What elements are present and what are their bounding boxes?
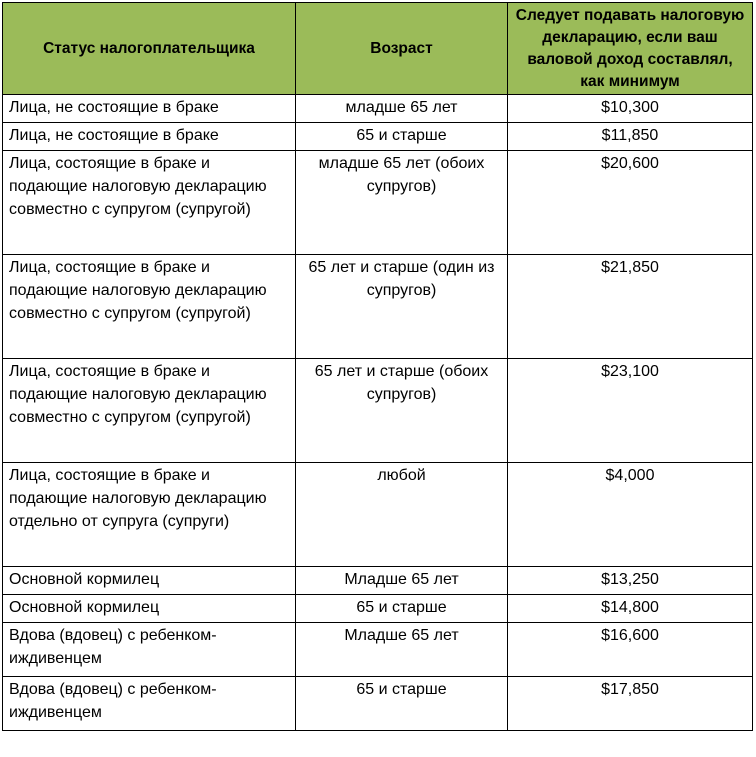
table-row bbox=[3, 95, 753, 123]
table-row bbox=[3, 463, 753, 567]
cell-age: 65 и старше bbox=[296, 677, 508, 731]
cell-status: Лица, состоящие в браке и подающие налоговую декларацию совместно с супругом (супругой) bbox=[3, 359, 296, 463]
header-taxpayer-status: Статус налогоплательщика bbox=[3, 3, 296, 95]
cell-income: $11,850 bbox=[508, 123, 753, 151]
cell-status: Лица, не состоящие в браке bbox=[3, 95, 296, 123]
table-row bbox=[3, 595, 753, 623]
table-row bbox=[3, 151, 753, 255]
table-row bbox=[3, 123, 753, 151]
cell-income: $13,250 bbox=[508, 567, 753, 595]
cell-status: Лица, состоящие в браке и подающие налоговую декларацию совместно с супругом (супругой) bbox=[3, 255, 296, 359]
cell-status: Лица, состоящие в браке и подающие налоговую декларацию отдельно от супруга (супруги) bbox=[3, 463, 296, 567]
table-row bbox=[3, 623, 753, 677]
cell-income: $17,850 bbox=[508, 677, 753, 731]
cell-income: $23,100 bbox=[508, 359, 753, 463]
cell-status: Основной кормилец bbox=[3, 567, 296, 595]
header-age: Возраст bbox=[296, 3, 508, 95]
table-header-row bbox=[3, 3, 753, 95]
header-minimum-income: Следует подавать налоговую декларацию, если ваш валовой доход составлял, как минимум bbox=[508, 3, 753, 95]
cell-status: Основной кормилец bbox=[3, 595, 296, 623]
cell-status: Вдова (вдовец) с ребенком-иждивенцем bbox=[3, 623, 296, 677]
table-row bbox=[3, 255, 753, 359]
cell-status: Вдова (вдовец) с ребенком-иждивенцем bbox=[3, 677, 296, 731]
cell-age: Младше 65 лет bbox=[296, 623, 508, 677]
cell-income: $21,850 bbox=[508, 255, 753, 359]
cell-income: $4,000 bbox=[508, 463, 753, 567]
cell-age: 65 лет и старше (обоих супругов) bbox=[296, 359, 508, 463]
cell-income: $10,300 bbox=[508, 95, 753, 123]
cell-age: 65 и старше bbox=[296, 595, 508, 623]
tax-filing-threshold-table bbox=[2, 2, 753, 731]
table-row bbox=[3, 567, 753, 595]
cell-age: младше 65 лет bbox=[296, 95, 508, 123]
cell-status: Лица, состоящие в браке и подающие налоговую декларацию совместно с супругом (супругой) bbox=[3, 151, 296, 255]
cell-income: $20,600 bbox=[508, 151, 753, 255]
cell-age: младше 65 лет (обоих супругов) bbox=[296, 151, 508, 255]
cell-income: $14,800 bbox=[508, 595, 753, 623]
table-row bbox=[3, 677, 753, 731]
cell-age: любой bbox=[296, 463, 508, 567]
cell-age: Младше 65 лет bbox=[296, 567, 508, 595]
table-row bbox=[3, 359, 753, 463]
cell-status: Лица, не состоящие в браке bbox=[3, 123, 296, 151]
cell-income: $16,600 bbox=[508, 623, 753, 677]
cell-age: 65 и старше bbox=[296, 123, 508, 151]
cell-age: 65 лет и старше (один из супругов) bbox=[296, 255, 508, 359]
